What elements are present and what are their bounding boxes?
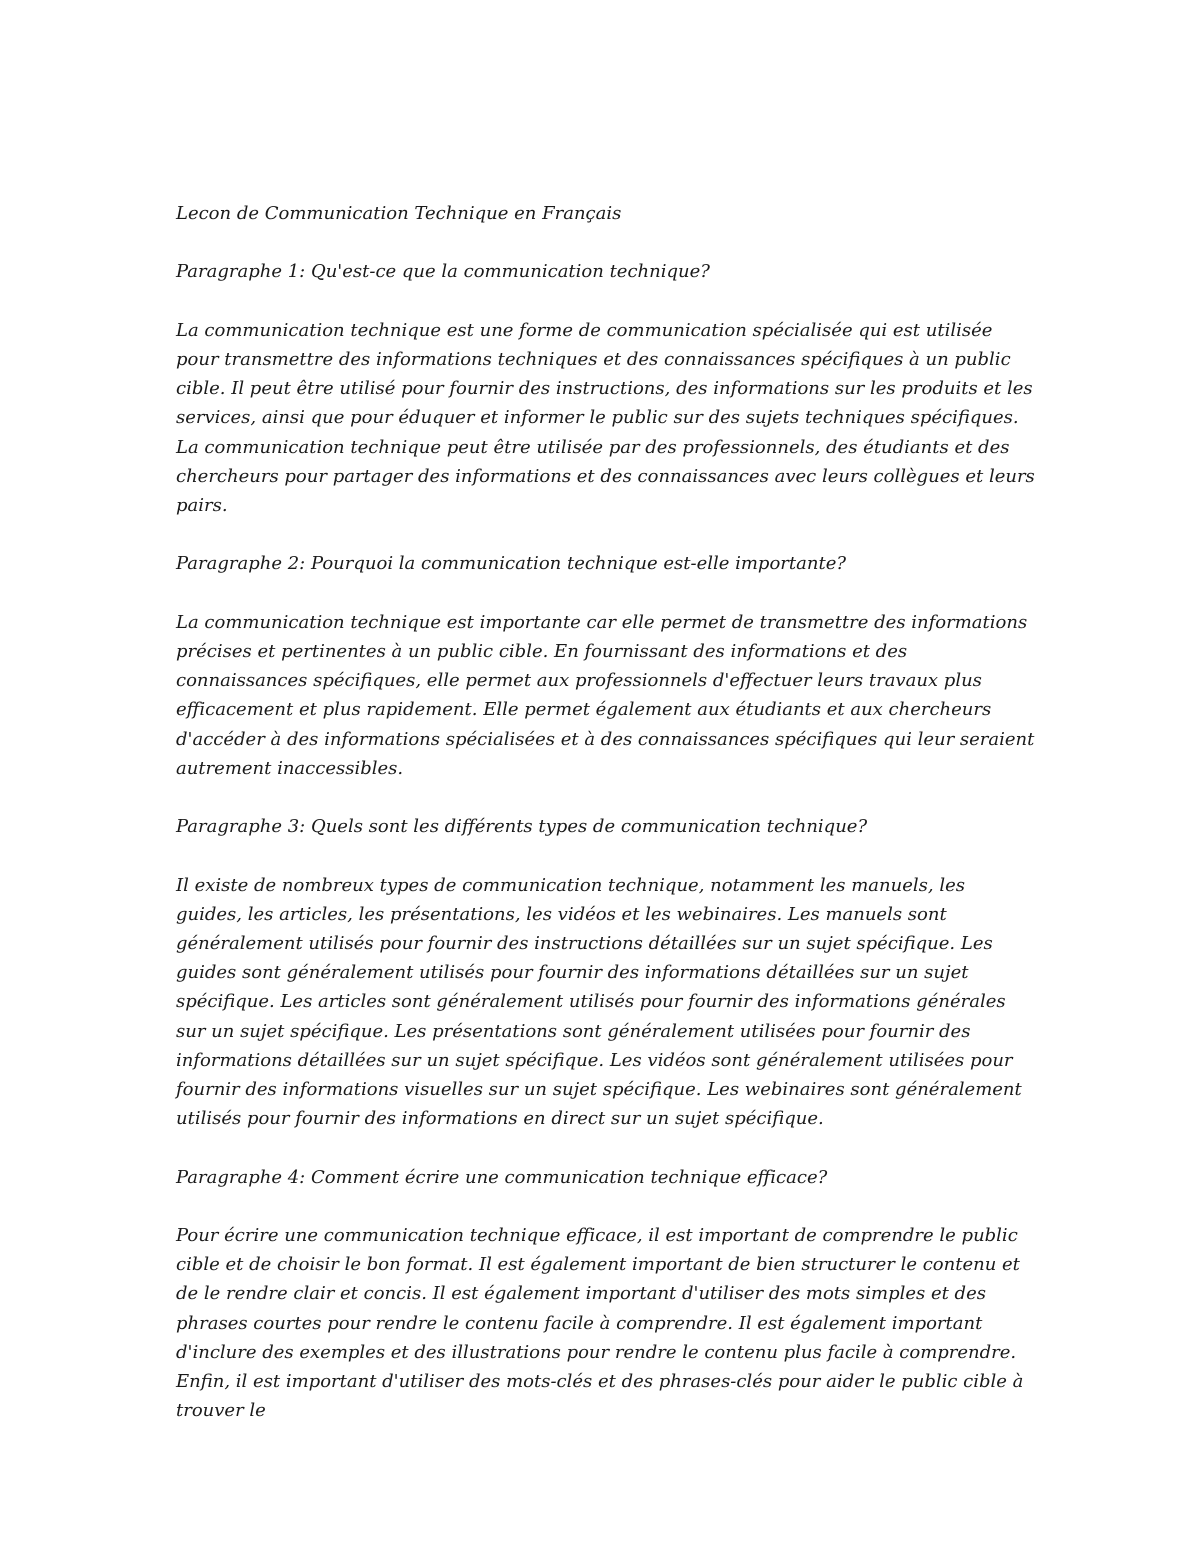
section-4-body: Pour écrire une communication technique efficace, il est important de comprendre le public cible et de choisir le bon format. Il est également important de bien structurer le contenu et de le rendre clair et concis. Il est également important d'utiliser des mots simples et des phrases courtes pour rendre le contenu facile à comprendre. Il est également important d'inclure des exemples et des illustrations pour rendre le contenu plus facile à comprendre. Enfin, il est important d'utiliser des mots-clés et des phrases-clés pour aider le public cible à trouver le [176,1224,1024,1422]
section-1-heading: Paragraphe 1: Qu'est-ce que la communication technique? [176,261,710,283]
section-2-heading: Paragraphe 2: Pourquoi la communication technique est-elle importante? [176,553,846,575]
document-body [176,199,1036,1455]
section-3-body: Il existe de nombreux types de communication technique, notamment les manuels, les guides, les articles, les présentations, les vidéos et les webinaires. Les manuels sont généralement utilisés pour fournir des instructions détaillées sur un sujet spécifique. Les guides sont généralement utilisés pour fournir des informations détaillées sur un sujet spécifique. Les articles sont généralement utilisés pour fournir des informations générales sur un sujet spécifique. Les présentations sont généralement utilisées pour fournir des informations détaillées sur un sujet spécifique. Les vidéos sont généralement utilisées pour fournir des informations visuelles sur un sujet spécifique. Les webinaires sont généralement utilisés pour fournir des informations en direct sur un sujet spécifique. [176,874,1022,1130]
section-2-body: La communication technique est importante car elle permet de transmettre des informations précises et pertinentes à un public cible. En fournissant des informations et des connaissances spécifiques, elle permet aux professionnels d'effectuer leurs travaux plus efficacement et plus rapidement. Elle permet également aux étudiants et aux chercheurs d'accéder à des informations spécialisées et à des connaissances spécifiques qui leur seraient autrement inaccessibles. [176,611,1035,779]
section-4-heading: Paragraphe 4: Comment écrire une communication technique efficace? [176,1166,828,1188]
section-1-body: La communication technique est une forme de communication spécialisée qui est utilisée pour transmettre des informations techniques et des connaissances spécifiques à un public cible. Il peut être utilisé pour fournir des instructions, des informations sur les produits et les services, ainsi que pour éduquer et informer le public sur des sujets techniques spécifiques. La communication technique peut être utilisée par des professionnels, des étudiants et des chercheurs pour partager des informations et des connaissances avec leurs collègues et leurs pairs. [176,319,1035,516]
document-title: Lecon de Communication Technique en Français [176,203,622,224]
section-3-heading: Paragraphe 3: Quels sont les différents types de communication technique? [176,816,868,838]
